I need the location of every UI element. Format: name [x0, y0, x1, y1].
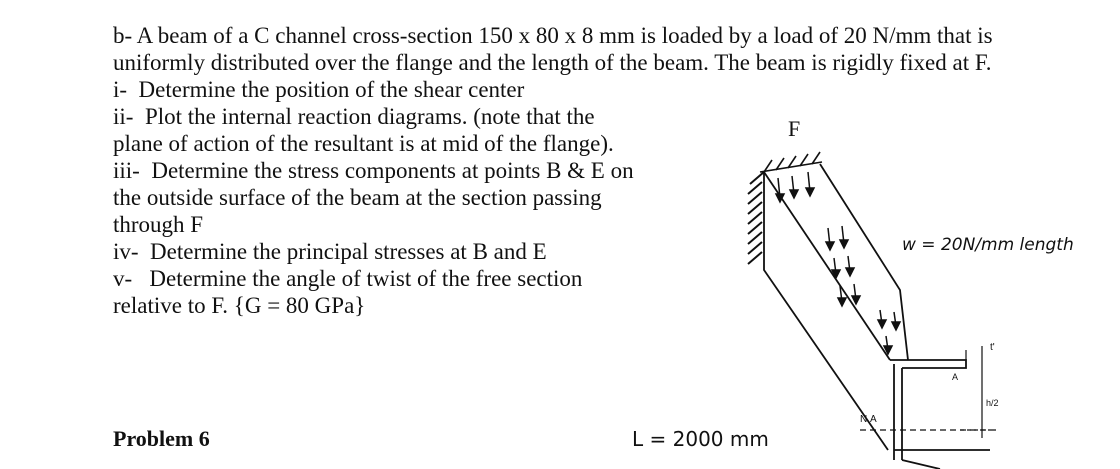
problem-item: relative to F. {G = 80 GPa}: [113, 293, 366, 318]
problem-label: Problem 6: [113, 426, 210, 451]
support-hatching-left: [748, 172, 764, 264]
support-label: F: [788, 116, 801, 141]
problem-item: plane of action of the resultant is at mid of the flange).: [113, 131, 614, 156]
problem-item: i- Determine the position of the shear center: [113, 77, 525, 102]
small-label-t: t': [990, 342, 995, 353]
neutral-axis-label: N.A: [860, 414, 877, 425]
length-label: L = 2000 mm: [632, 427, 769, 451]
beam-body: [764, 164, 990, 469]
problem-item: through F: [113, 212, 204, 237]
support-hatching-top: [760, 152, 822, 172]
distributed-load-arrows: [776, 172, 900, 354]
beam-figure: [632, 110, 1120, 469]
problem-item: ii- Plot the internal reaction diagrams. (note that the: [113, 104, 595, 129]
load-label: w = 20N/mm length: [902, 235, 1074, 255]
problem-item: the outside surface of the beam at the section passing: [113, 185, 602, 210]
problem-intro: b- A beam of a C channel cross-section 150 x 80 x 8 mm is loaded by a load of 20 N/mm that is uniformly distributed over the flange and the length of the beam. The beam is rigidly fixed at F.: [113, 23, 993, 75]
problem-item: v- Determine the angle of twist of the free section: [113, 266, 583, 291]
problem-item: iv- Determine the principal stresses at B and E: [113, 239, 547, 264]
small-label-a: A: [952, 372, 959, 382]
half-height-label: h/2: [986, 398, 999, 408]
problem-item: iii- Determine the stress components at points B & E on: [113, 158, 634, 183]
